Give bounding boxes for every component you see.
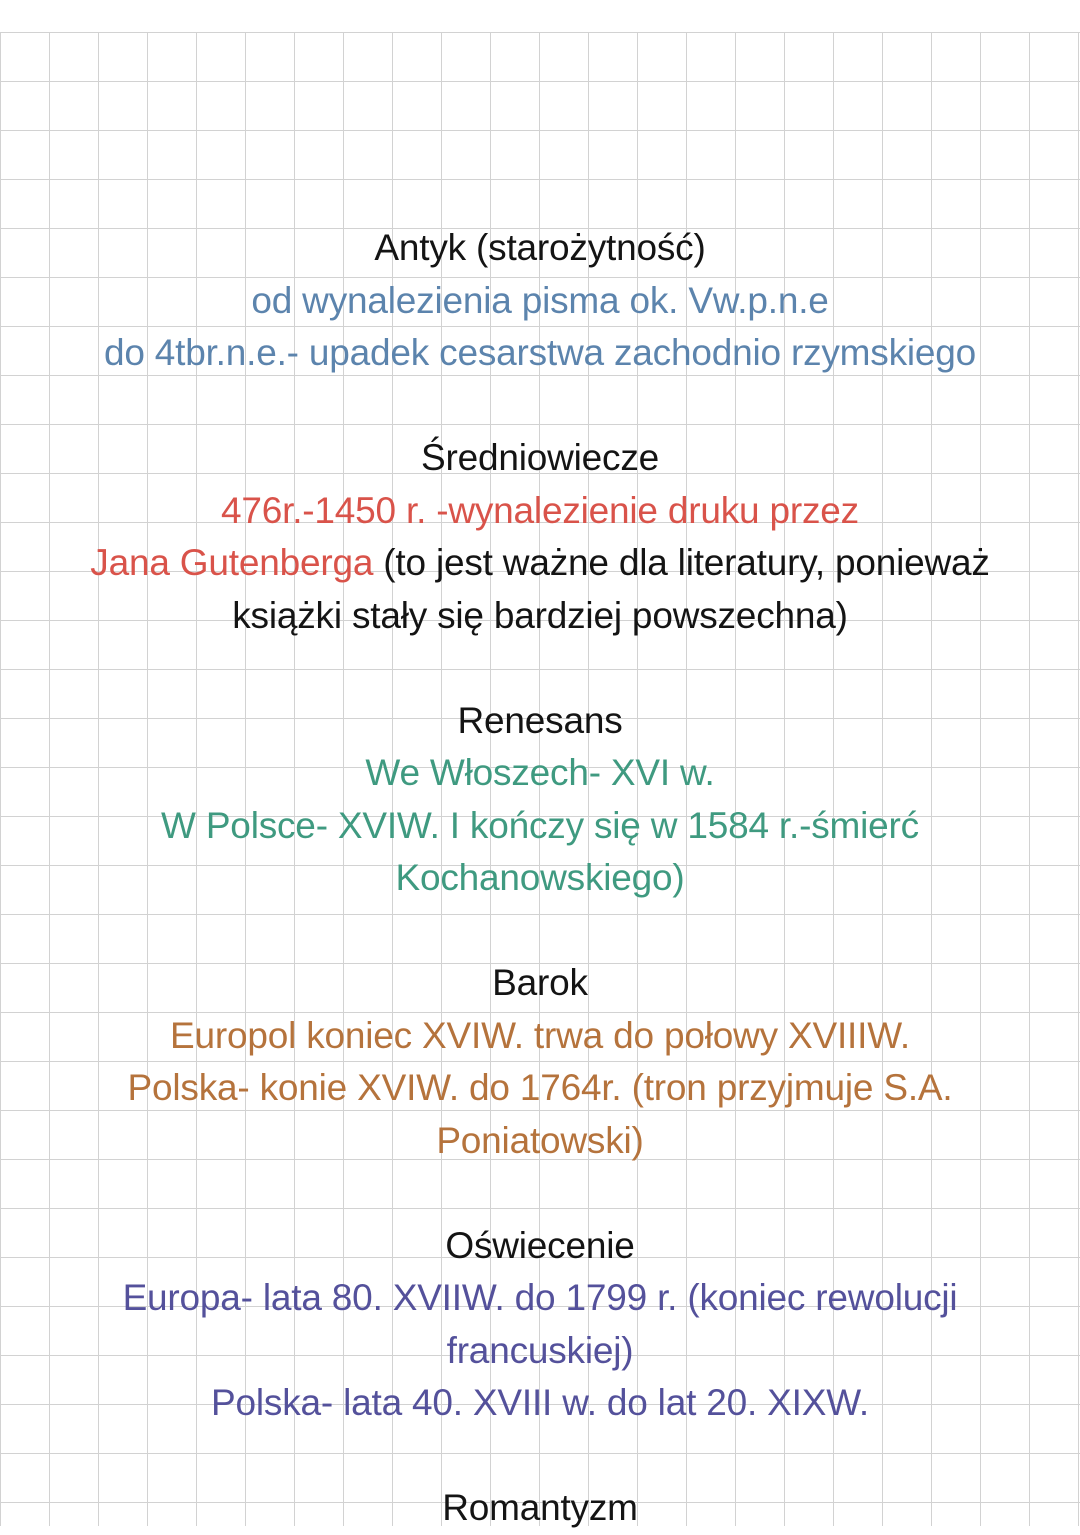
barok-line-2: Polska- konie XVIW. do 1764r. (tron przyjmuje S.A. — [127, 1067, 953, 1108]
literary-epochs-note — [0, 222, 1080, 1535]
renesans-line-2: W Polsce- XVIW. I kończy się w 1584 r.-śmierć — [161, 804, 919, 846]
section-oswiecenie — [0, 1220, 1080, 1430]
section-romantyzm — [0, 1482, 1080, 1535]
sredniowiecze-line-1: 476r.-1450 r. -wynalezienie druku przez — [220, 489, 859, 531]
barok-line-1: Europol koniec XVIW. trwa do połowy XVIIIW. — [170, 1014, 910, 1056]
heading-romantyzm: Romantyzm — [442, 1487, 638, 1528]
section-barok — [0, 957, 1080, 1167]
section-renesans — [0, 695, 1080, 905]
section-sredniowiecze — [0, 432, 1080, 642]
heading-antyk: Antyk (starożytność) — [374, 227, 706, 268]
heading-sredniowiecze: Średniowiecze — [420, 437, 660, 478]
barok-line-3: Poniatowski) — [436, 1119, 644, 1161]
heading-oswiecenie: Oświecenie — [445, 1224, 635, 1266]
section-antyk — [0, 222, 1080, 380]
oswiecenie-line-1: Europa- lata 80. XVIIW. do 1799 r. (koniec rewolucji — [122, 1277, 958, 1318]
heading-renesans: Renesans — [457, 699, 623, 741]
heading-barok: Barok — [492, 962, 588, 1003]
gutenberg-comment: (to jest ważne dla literatury, ponieważ — [373, 542, 990, 583]
renesans-line-3: Kochanowskiego) — [395, 857, 685, 898]
antyk-line-1: od wynalezienia pisma ok. Vw.p.n.e — [251, 279, 829, 321]
oswiecenie-line-2: francuskiej) — [446, 1329, 634, 1371]
top-margin — [0, 0, 1080, 32]
sredniowiecze-line-3: książki stały się bardziej powszechna) — [232, 594, 848, 636]
antyk-line-2: do 4tbr.n.e.- upadek cesarstwa zachodnio rzymskiego — [103, 332, 977, 373]
gutenberg-name: Jana Gutenberga — [90, 542, 374, 583]
oswiecenie-line-3: Polska- lata 40. XVIII w. do lat 20. XIXW. — [211, 1382, 869, 1423]
renesans-line-1: We Włoszech- XVI w. — [365, 752, 715, 793]
sredniowiecze-line-2 — [0, 537, 1080, 590]
